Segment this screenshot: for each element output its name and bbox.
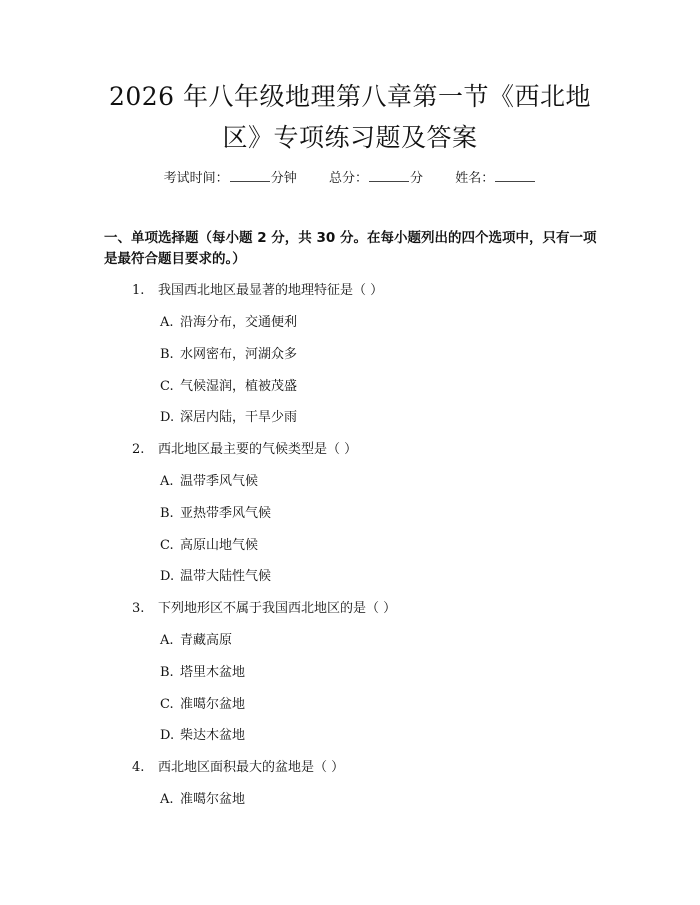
option-letter: A.	[160, 633, 174, 648]
option-letter: D.	[160, 728, 175, 743]
question-number: 4.	[132, 760, 145, 775]
option-text: 气候湿润，植被茂盛	[180, 379, 298, 394]
score-label: 总分：	[328, 171, 368, 186]
exam-meta	[0, 167, 700, 186]
title-line-2: 区》专项练习题及答案	[222, 123, 478, 152]
question-text: 下列地形区不属于我国西北地区的是（ ）	[158, 601, 397, 616]
score-blank	[369, 170, 409, 182]
exam-title	[60, 78, 640, 160]
option-3a	[160, 631, 232, 651]
option-text: 温带大陆性气候	[180, 569, 272, 584]
option-1c	[160, 377, 297, 397]
question-number: 1.	[132, 283, 145, 298]
option-text: 准噶尔盆地	[180, 697, 246, 712]
question-text: 我国西北地区最显著的地理特征是（ ）	[158, 283, 384, 298]
option-2c	[160, 536, 258, 556]
option-text: 塔里木盆地	[180, 665, 246, 680]
option-letter: D.	[160, 569, 175, 584]
score-unit: 分	[410, 171, 424, 186]
question-number: 2.	[132, 442, 145, 457]
option-letter: B.	[160, 506, 174, 521]
option-letter: B.	[160, 665, 174, 680]
name-blank	[495, 170, 535, 182]
time-unit: 分钟	[270, 171, 297, 186]
option-3c	[160, 695, 245, 715]
question-text: 西北地区面积最大的盆地是（ ）	[158, 760, 345, 775]
option-text: 柴达木盆地	[180, 728, 246, 743]
option-text: 高原山地气候	[180, 538, 259, 553]
title-line-1: 2026 年八年级地理第八章第一节《西北地	[108, 82, 592, 111]
option-letter: C.	[160, 379, 174, 394]
question-1	[132, 281, 383, 301]
option-text: 水网密布，河湖众多	[180, 347, 298, 362]
option-2b	[160, 504, 271, 524]
option-3d	[160, 726, 245, 746]
question-number: 3.	[132, 601, 145, 616]
option-2a	[160, 472, 258, 492]
option-text: 沿海分布，交通便利	[180, 315, 298, 330]
option-1d	[160, 408, 297, 428]
question-3	[132, 599, 396, 619]
option-letter: C.	[160, 697, 174, 712]
option-2d	[160, 567, 271, 587]
option-3b	[160, 663, 245, 683]
question-2	[132, 440, 357, 460]
option-letter: B.	[160, 347, 174, 362]
question-4	[132, 758, 344, 778]
option-text: 准噶尔盆地	[180, 792, 246, 807]
option-text: 青藏高原	[180, 633, 233, 648]
time-label: 考试时间：	[163, 171, 229, 186]
option-text: 深居内陆，干旱少雨	[180, 410, 298, 425]
option-text: 亚热带季风气候	[180, 506, 272, 521]
question-text: 西北地区最主要的气候类型是（ ）	[158, 442, 358, 457]
time-blank	[230, 170, 270, 182]
option-letter: A.	[160, 315, 174, 330]
option-1a	[160, 313, 297, 333]
option-letter: A.	[160, 474, 174, 489]
option-4a	[160, 790, 245, 810]
option-text: 温带季风气候	[180, 474, 259, 489]
option-letter: D.	[160, 410, 175, 425]
option-letter: C.	[160, 538, 174, 553]
name-label: 姓名：	[455, 171, 495, 186]
option-1b	[160, 345, 297, 365]
option-letter: A.	[160, 792, 174, 807]
section-heading: 一、单项选择题（每小题 2 分，共 30 分。在每小题列出的四个选项中，只有一项是最符合题目要求的。）	[104, 230, 597, 267]
